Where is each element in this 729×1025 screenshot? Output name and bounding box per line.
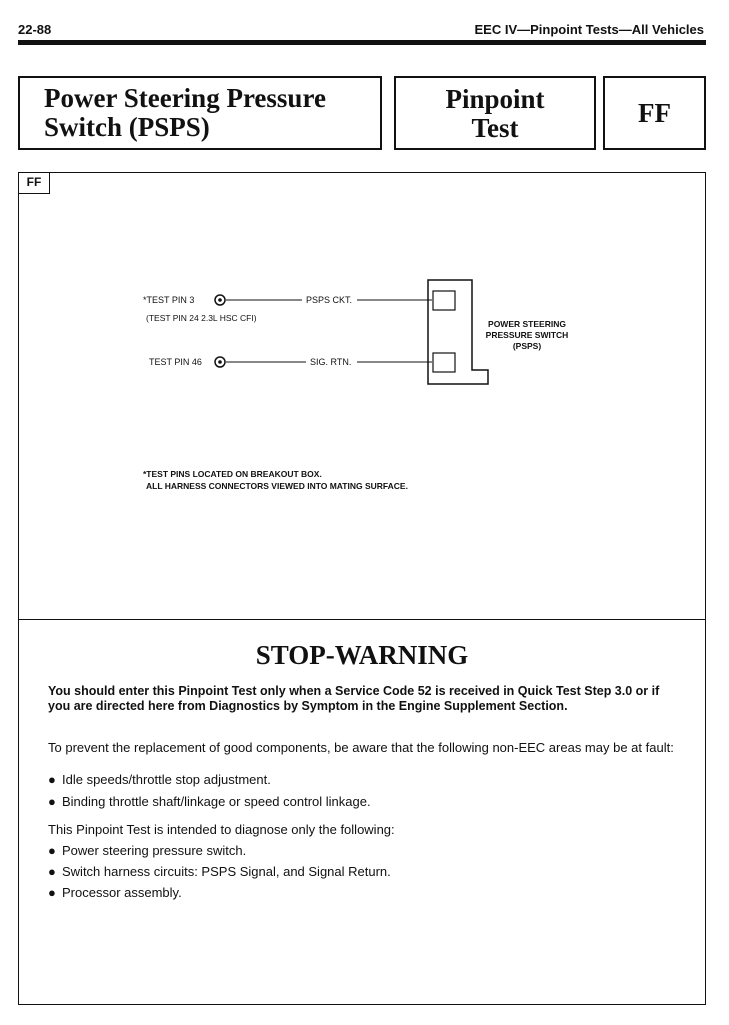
component-label-line1: POWER STEERING	[488, 319, 566, 329]
psps-connector-body	[428, 280, 488, 384]
sigrtn-circuit-label: SIG. RTN.	[310, 357, 352, 367]
pinpoint-label-line1: Pinpoint	[445, 84, 545, 114]
psps-circuit-label: PSPS CKT.	[306, 295, 353, 305]
test-code: FF	[638, 98, 671, 128]
list-item: ● Switch harness circuits: PSPS Signal, and Signal Return.	[48, 864, 391, 879]
list-item: ● Processor assembly.	[48, 885, 182, 900]
test-pin-46-label: TEST PIN 46	[149, 357, 202, 367]
test-title-line2: Switch (PSPS)	[44, 112, 210, 142]
warning-intro: You should enter this Pinpoint Test only when a Service Code 52 is received in Quick Test Step 3.0 or if you are directed here from Diagnostics by Symptom in the Engine Supplement Section.	[48, 684, 660, 713]
diagram-note-line2: ALL HARNESS CONNECTORS VIEWED INTO MATING SURFACE.	[146, 481, 408, 491]
list-item: ● Binding throttle shaft/linkage or speed control linkage.	[48, 794, 371, 809]
diagram-note-line1: *TEST PINS LOCATED ON BREAKOUT BOX.	[143, 469, 322, 479]
page-number: 22-88	[18, 22, 52, 37]
pinpoint-label-line2: Test	[471, 113, 519, 143]
running-header: EEC IV—Pinpoint Tests—All Vehicles	[474, 22, 704, 37]
test-pin-24-note: (TEST PIN 24 2.3L HSC CFI)	[146, 313, 257, 323]
diagnose-paragraph: This Pinpoint Test is intended to diagnose only the following:	[48, 822, 395, 837]
psps-terminal-cavity-2	[433, 353, 455, 372]
component-label-line3: (PSPS)	[512, 341, 542, 351]
test-title-line1: Power Steering Pressure	[44, 83, 326, 113]
test-pin-3-label: *TEST PIN 3	[143, 295, 195, 305]
fault-paragraph: To prevent the replacement of good components, be aware that the following non-EEC areas may be at fault:	[48, 740, 674, 755]
warning-heading: STOP-WARNING	[255, 640, 469, 670]
list-item: ● Idle speeds/throttle stop adjustment.	[48, 772, 271, 787]
diagram-tab: FF	[18, 172, 50, 194]
psps-terminal-cavity-1	[433, 291, 455, 310]
list-item: ● Power steering pressure switch.	[48, 843, 247, 858]
component-label-line2: PRESSURE SWITCH	[485, 330, 569, 340]
